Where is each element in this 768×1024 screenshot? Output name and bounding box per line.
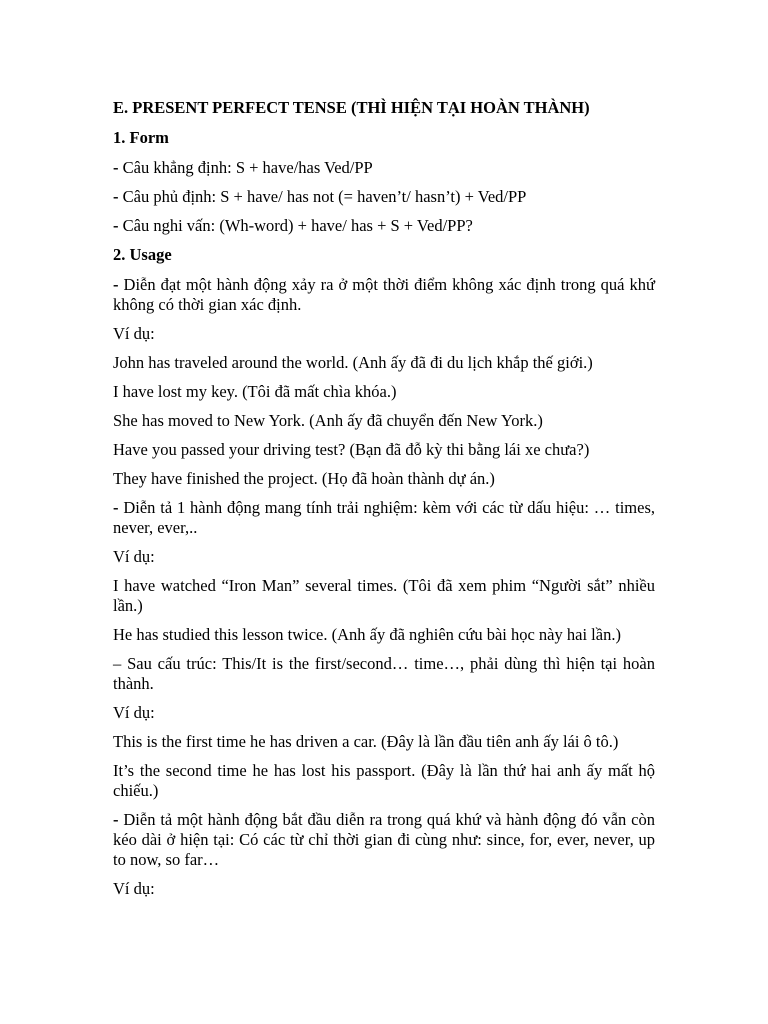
example-label: Ví dụ:	[113, 879, 155, 898]
usage-4-text: Diễn tả một hành động bắt đầu diễn ra trong quá khứ và hành động đó vẫn còn kéo dài ở hiện tại: Có các từ chỉ thời gian đi cùng như: since, for, ever, never, up to now, so far…	[113, 810, 655, 869]
usage-2-text: Diễn tả 1 hành động mang tính trải nghiệm: kèm với các từ dấu hiệu: … times, never, ever,..	[113, 498, 655, 537]
form-affirmative	[113, 158, 655, 178]
form-heading: 1. Form	[113, 128, 169, 147]
form-affirmative-text: Câu khẳng định: S + have/has Ved/PP	[118, 158, 373, 177]
usage-2	[113, 498, 655, 538]
example-sentence: I have watched “Iron Man” several times. (Tôi đã xem phim “Người sắt” nhiều lần.)	[113, 576, 655, 615]
form-interrogative-text: Câu nghi vấn: (Wh-word) + have/ has + S + Ved/PP?	[118, 216, 473, 235]
example-label: Ví dụ:	[113, 703, 155, 722]
example-sentence: He has studied this lesson twice. (Anh ấy đã nghiên cứu bài học này hai lần.)	[113, 625, 621, 644]
example-sentence: She has moved to New York. (Anh ấy đã chuyển đến New York.)	[113, 411, 543, 430]
form-interrogative	[113, 216, 655, 236]
dash-marker: -	[113, 498, 119, 517]
form-negative	[113, 187, 655, 207]
example-sentence: John has traveled around the world. (Anh ấy đã đi du lịch khắp thế giới.)	[113, 353, 593, 372]
example-sentence: Have you passed your driving test? (Bạn đã đỗ kỳ thi bằng lái xe chưa?)	[113, 440, 590, 459]
usage-4	[113, 810, 655, 870]
form-negative-text: Câu phủ định: S + have/ has not (= haven’t/ hasn’t) + Ved/PP	[118, 187, 527, 206]
dash-marker: -	[113, 810, 119, 829]
example-sentence: This is the first time he has driven a car. (Đây là lần đầu tiên anh ấy lái ô tô.)	[113, 732, 619, 751]
example-sentence: It’s the second time he has lost his passport. (Đây là lần thứ hai anh ấy mất hộ chiếu.)	[113, 761, 655, 800]
usage-3: – Sau cấu trúc: This/It is the first/second… time…, phải dùng thì hiện tại hoàn thành.	[113, 654, 655, 693]
usage-heading: 2. Usage	[113, 245, 172, 264]
dash-marker: -	[113, 216, 119, 235]
dash-marker: -	[113, 187, 119, 206]
usage-1-text: Diễn đạt một hành động xảy ra ở một thời điểm không xác định trong quá khứ không có thời gian xác định.	[113, 275, 655, 314]
example-label: Ví dụ:	[113, 547, 155, 566]
example-label: Ví dụ:	[113, 324, 155, 343]
usage-1	[113, 275, 655, 315]
example-sentence: They have finished the project. (Họ đã hoàn thành dự án.)	[113, 469, 495, 488]
dash-marker: -	[113, 275, 119, 294]
document-page	[113, 98, 655, 908]
document-title: E. PRESENT PERFECT TENSE (THÌ HIỆN TẠI HOÀN THÀNH)	[113, 98, 590, 117]
dash-marker: -	[113, 158, 119, 177]
example-sentence: I have lost my key. (Tôi đã mất chìa khóa.)	[113, 382, 397, 401]
